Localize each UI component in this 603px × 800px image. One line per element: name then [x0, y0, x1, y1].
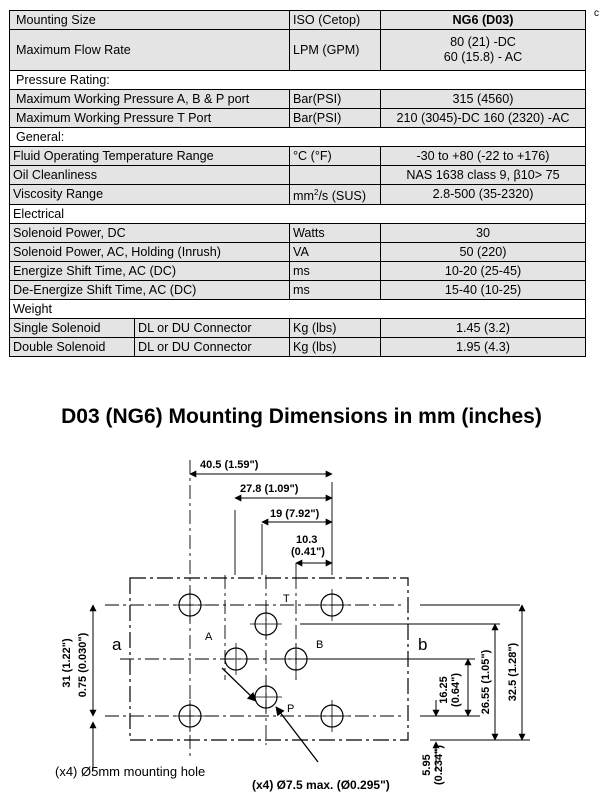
spec-row-energize [10, 262, 586, 281]
viscosity-unit-rest: /s (SUS) [318, 189, 367, 204]
port-p-label: P [287, 703, 295, 715]
spec-row-sol-power-dc [10, 224, 586, 243]
oil-clean-unit [290, 166, 381, 185]
dim-27-8: 27.8 (1.09") [240, 483, 299, 495]
oil-clean-label: Oil Cleanliness [10, 166, 290, 185]
viscosity-unit [290, 185, 381, 205]
sol-power-ac-value: 50 (220) [381, 243, 586, 262]
mounting-drawing [0, 440, 603, 800]
drawing-title: D03 (NG6) Mounting Dimensions in mm (inches) [61, 405, 542, 428]
pressure-section-heading: Pressure Rating: [10, 71, 586, 90]
sol-power-ac-label: Solenoid Power, AC, Holding (Inrush) [10, 243, 290, 262]
spec-row-deenergize [10, 281, 586, 300]
fluid-temp-value: -30 to +80 (-22 to +176) [381, 147, 586, 166]
viscosity-unit-base: mm [293, 189, 314, 204]
spec-row-mounting-size [10, 11, 586, 30]
deenergize-value: 15-40 (10-25) [381, 281, 586, 300]
fluid-temp-unit: °C (°F) [290, 147, 381, 166]
spec-section-electrical [10, 205, 586, 224]
energize-unit: ms [290, 262, 381, 281]
fluid-temp-label: Fluid Operating Temperature Range [10, 147, 290, 166]
spec-row-pressure-t [10, 109, 586, 128]
spec-row-max-flow [10, 30, 586, 71]
dim-16-25-mm: 16.25 [438, 676, 450, 704]
mounting-size-label: Mounting Size [10, 11, 290, 30]
spec-row-pressure-abp [10, 90, 586, 109]
single-sol-label: Single Solenoid [10, 319, 135, 338]
port-t-label: T [283, 593, 290, 605]
sol-power-dc-unit: Watts [290, 224, 381, 243]
mounting-size-unit: ISO (Cetop) [290, 11, 381, 30]
pressure-t-value: 210 (3045)-DC 160 (2320) -AC [381, 109, 586, 128]
dim-40-5: 40.5 (1.59") [200, 459, 259, 471]
double-sol-connector: DL or DU Connector [135, 338, 290, 357]
spec-row-fluid-temp [10, 147, 586, 166]
energize-label: Energize Shift Time, AC (DC) [10, 262, 290, 281]
single-sol-unit: Kg (lbs) [290, 319, 381, 338]
dim-0-75: 0.75 (0.030") [77, 632, 89, 698]
weight-section-heading: Weight [10, 300, 586, 319]
sol-power-dc-value: 30 [381, 224, 586, 243]
viscosity-unit-exponent: 2 [313, 188, 319, 197]
note-port-hole: (x4) Ø7.5 max. (Ø0.295") [252, 778, 390, 792]
dim-26-55: 26.55 (1.05") [480, 649, 492, 715]
dim-5-95-in: (0.234") [433, 744, 445, 786]
sol-power-ac-unit: VA [290, 243, 381, 262]
single-sol-value: 1.45 (3.2) [381, 319, 586, 338]
spec-row-viscosity [10, 185, 586, 205]
spec-row-single-solenoid [10, 319, 586, 338]
oil-clean-value: NAS 1638 class 9, β10> 75 [381, 166, 586, 185]
spec-section-pressure [10, 71, 586, 90]
port-b-label: B [316, 639, 324, 651]
spec-row-double-solenoid [10, 338, 586, 357]
dim-5-95-mm: 5.95 [421, 754, 433, 776]
pressure-t-label: Maximum Working Pressure T Port [10, 109, 290, 128]
side-b-label: b [418, 635, 428, 654]
double-sol-unit: Kg (lbs) [290, 338, 381, 357]
energize-value: 10-20 (25-45) [381, 262, 586, 281]
max-flow-value-ac: 60 (15.8) - AC [443, 50, 523, 64]
double-sol-label: Double Solenoid [10, 338, 135, 357]
dim-32-5: 32.5 (1.28") [507, 642, 519, 702]
pressure-abp-unit: Bar(PSI) [290, 90, 381, 109]
sol-power-dc-label: Solenoid Power, DC [10, 224, 290, 243]
pressure-abp-value: 315 (4560) [381, 90, 586, 109]
general-section-heading: General: [10, 128, 586, 147]
dim-10-3-in: (0.41") [291, 546, 325, 558]
note-mounting-hole: (x4) Ø5mm mounting hole [55, 764, 206, 779]
dim-10-3-mm: 10.3 [296, 534, 318, 546]
port-a-label: A [205, 631, 213, 643]
double-sol-value: 1.95 (4.3) [381, 338, 586, 357]
max-flow-label: Maximum Flow Rate [10, 30, 290, 71]
max-flow-unit: LPM (GPM) [290, 30, 381, 71]
dim-16-25-in: (0.64") [450, 673, 462, 707]
spec-section-general [10, 128, 586, 147]
corner-mark: c [594, 8, 599, 19]
pressure-t-unit: Bar(PSI) [290, 109, 381, 128]
electrical-section-heading: Electrical [10, 205, 586, 224]
spec-table [9, 10, 586, 357]
spec-row-oil-clean [10, 166, 586, 185]
spec-section-weight [10, 300, 586, 319]
deenergize-label: De-Energize Shift Time, AC (DC) [10, 281, 290, 300]
viscosity-label: Viscosity Range [10, 185, 290, 205]
max-flow-value [381, 30, 586, 71]
dim-19: 19 (7.92") [270, 508, 320, 520]
side-a-label: a [112, 635, 122, 654]
single-sol-connector: DL or DU Connector [135, 319, 290, 338]
max-flow-value-dc: 80 (21) -DC [450, 35, 516, 49]
spec-row-sol-power-ac [10, 243, 586, 262]
pressure-abp-label: Maximum Working Pressure A, B & P port [10, 90, 290, 109]
viscosity-value: 2.8-500 (35-2320) [381, 185, 586, 205]
deenergize-unit: ms [290, 281, 381, 300]
dim-31: 31 (1.22") [61, 638, 73, 688]
mounting-size-value: NG6 (D03) [381, 11, 586, 30]
